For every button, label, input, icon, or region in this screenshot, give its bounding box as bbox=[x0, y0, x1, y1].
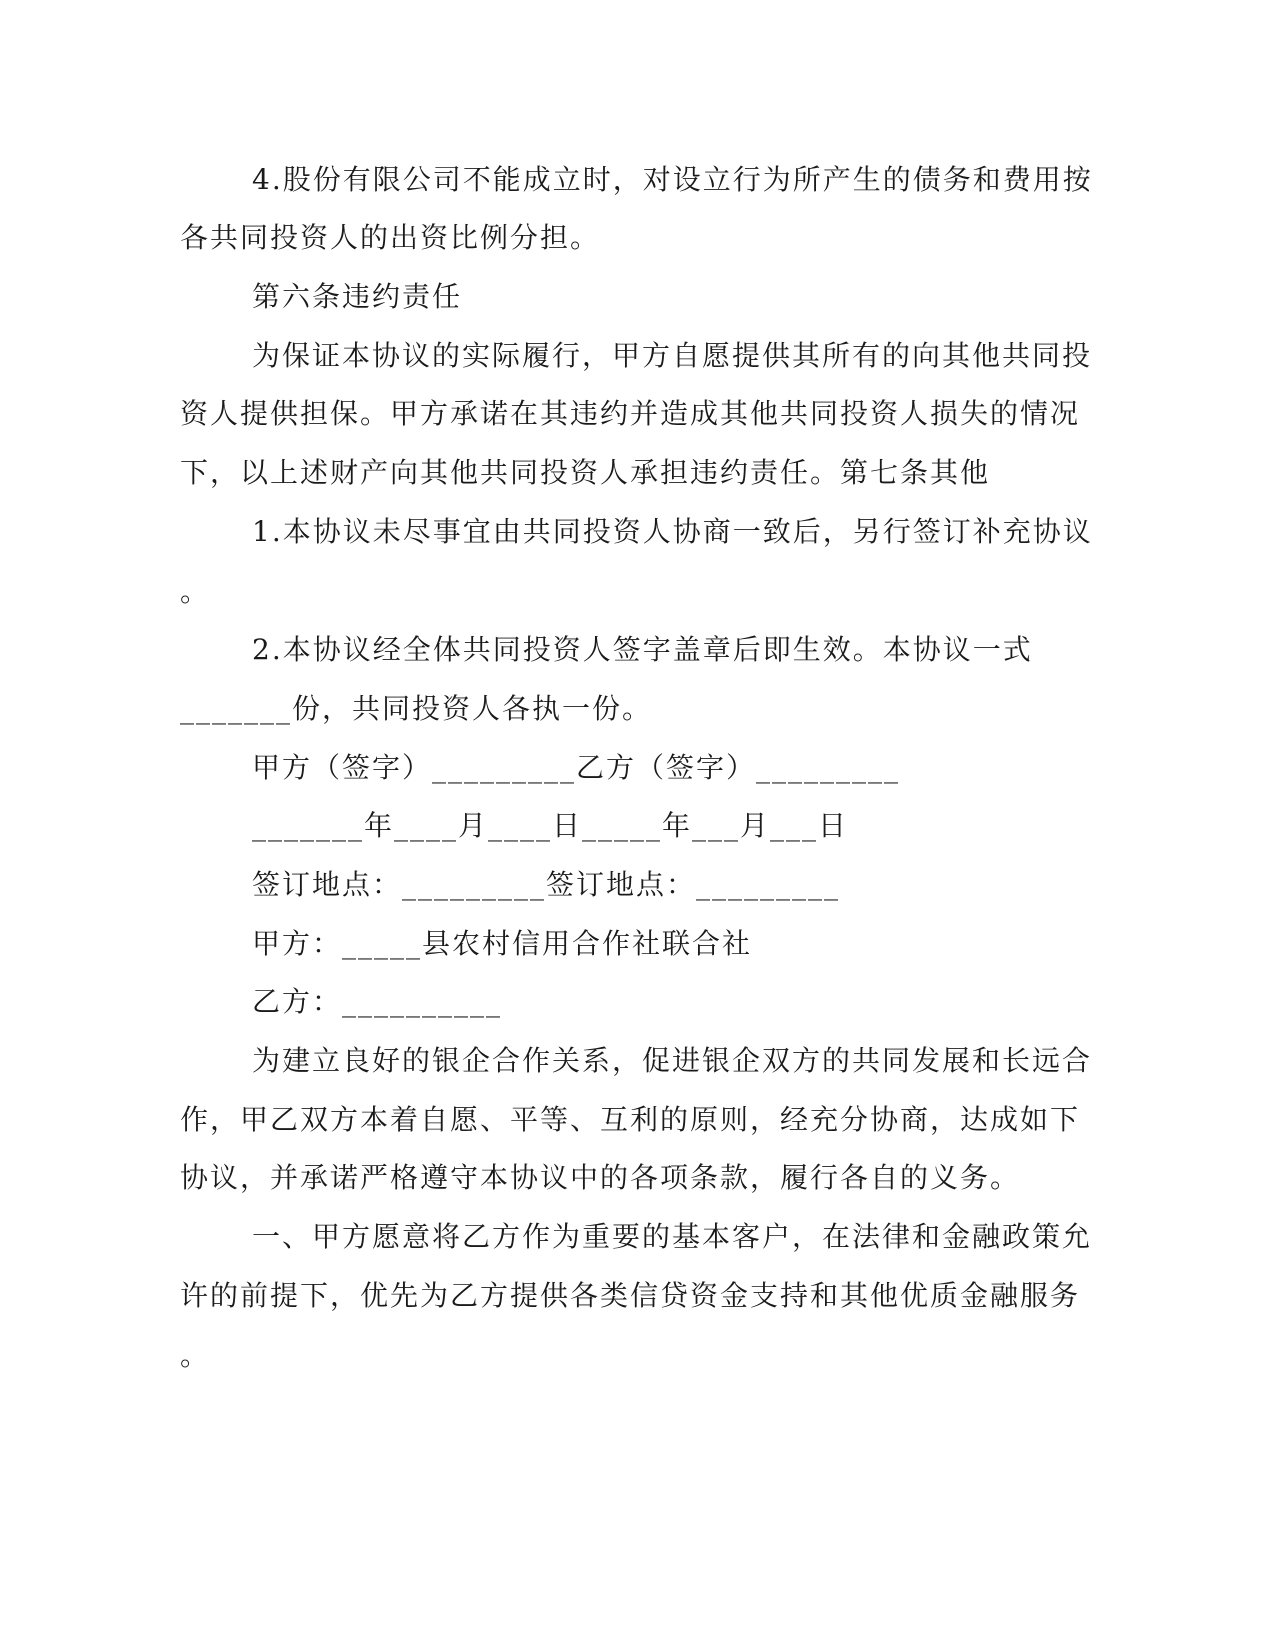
location-line: 签订地点：_________签订地点：_________ bbox=[252, 868, 841, 901]
text-line: 协议，并承诺严格遵守本协议中的各项条款，履行各自的义务。 bbox=[180, 1161, 1021, 1194]
text-line: _______份，共同投资人各执一份。 bbox=[180, 692, 653, 725]
signature-line: 甲方（签字）_________乙方（签字）_________ bbox=[252, 751, 901, 784]
text-line: 下，以上述财产向其他共同投资人承担违约责任。第七条其他 bbox=[180, 456, 991, 489]
text-line: 第六条违约责任 bbox=[252, 280, 463, 313]
text-line: 作，甲乙双方本着自愿、平等、互利的原则，经充分协商，达成如下 bbox=[180, 1103, 1081, 1136]
text-line: 。 bbox=[180, 1339, 211, 1372]
text-line: 许的前提下，优先为乙方提供各类信贷资金支持和其他优质金融服务 bbox=[180, 1279, 1081, 1312]
text-line: 为保证本协议的实际履行，甲方自愿提供其所有的向其他共同投 bbox=[252, 339, 1093, 372]
text-line: 1.本协议未尽事宜由共同投资人协商一致后，另行签订补充协议 bbox=[252, 515, 1093, 548]
text-line: 。 bbox=[180, 575, 211, 608]
text-line: 各共同投资人的出资比例分担。 bbox=[180, 221, 601, 254]
text-line: 为建立良好的银企合作关系，促进银企双方的共同发展和长远合 bbox=[252, 1044, 1093, 1077]
text-line: 4.股份有限公司不能成立时，对设立行为所产生的债务和费用按 bbox=[252, 163, 1093, 196]
text-line: 一、甲方愿意将乙方作为重要的基本客户，在法律和金融政策允 bbox=[252, 1220, 1093, 1253]
text-line: 2.本协议经全体共同投资人签字盖章后即生效。本协议一式 bbox=[252, 633, 1033, 666]
date-line: _______年____月____日_____年___月___日 bbox=[252, 809, 849, 842]
party-b-line: 乙方：__________ bbox=[252, 985, 503, 1018]
text-line: 资人提供担保。甲方承诺在其违约并造成其他共同投资人损失的情况 bbox=[180, 397, 1081, 430]
party-a-line: 甲方：_____县农村信用合作社联合社 bbox=[252, 927, 753, 960]
